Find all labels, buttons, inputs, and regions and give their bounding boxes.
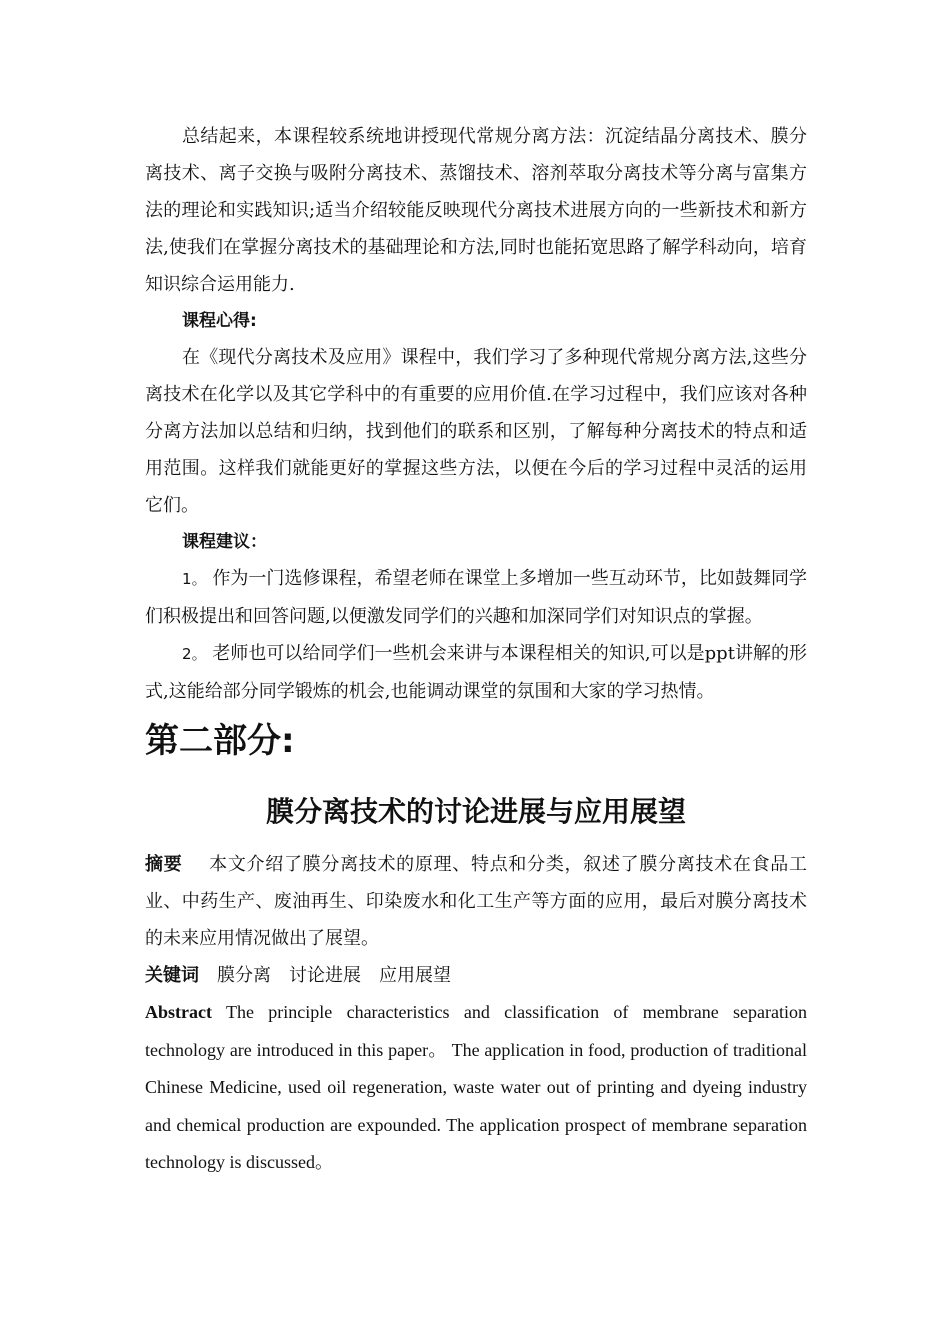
suggestion-text: 老师也可以给同学们一些机会来讲与本课程相关的知识,可以是ppt讲解的形式,这能给部分同学锻炼的机会,也能调动课堂的氛围和大家的学习热情。 [145,643,808,702]
article-title: 膜分离技术的讨论进展与应用展望 [265,795,686,828]
experience-paragraph: 在《现代分离技术及应用》课程中，我们学习了多种现代常规分离方法,这些分离技术在化学以及其它学科中的有重要的应用价值.在学习过程中，我们应该对各种分离方法加以总结和归纳，找到他们的联系和区别，了解每种分离技术的特点和适用范围。这样我们就能更好的掌握这些方法，以便在今后的学习过程中灵活的运用它们。 [145,347,807,516]
suggestions-heading: 课程建议： [182,532,267,552]
keywords-label: 关键词 [145,965,199,986]
keyword: 讨论进展 [289,965,361,986]
keywords-line [145,957,807,994]
abstract-cn [145,846,807,957]
suggestion-item-2 [145,635,807,710]
suggestion-item-1 [145,560,807,635]
abstract-en-text: The principle characteristics and classification of membrane separation technology are introduced in this paper。 The application in food, production of traditional Chinese Medicine, used oil regeneration, waste water out of printing and dyeing industry and chemical production are expounded. The application prospect of membrane separation technology is discussed。 [145,1002,807,1172]
abstract-en-label: Abstract [145,1002,212,1022]
part-two-title: 第二部分: [145,721,295,761]
keyword: 膜分离 [217,965,271,986]
document-page [145,118,807,1182]
experience-heading: 课程心得: [182,311,257,331]
keyword: 应用展望 [379,965,451,986]
abstract-en [145,994,807,1182]
abstract-cn-text: 本文介绍了膜分离技术的原理、特点和分类，叙述了膜分离技术在食品工业、中药生产、废油再生、印染废水和化工生产等方面的应用，最后对膜分离技术的未来应用情况做出了展望。 [145,854,808,949]
suggestion-number: 1。 [182,570,207,588]
summary-paragraph: 总结起来，本课程较系统地讲授现代常规分离方法：沉淀结晶分离技术、膜分离技术、离子交换与吸附分离技术、蒸馏技术、溶剂萃取分离技术等分离与富集方法的理论和实践知识;适当介绍较能反映现代分离技术进展方向的一些新技术和新方法,使我们在掌握分离技术的基础理论和方法,同时也能拓宽思路了解学科动向，培育知识综合运用能力. [145,126,807,295]
suggestion-text: 作为一门选修课程，希望老师在课堂上多增加一些互动环节，比如鼓舞同学们积极提出和回答问题,以便激发同学们的兴趣和加深同学们对知识点的掌握。 [145,568,808,627]
abstract-cn-label: 摘要 [145,854,183,875]
suggestion-number: 2。 [182,645,207,663]
